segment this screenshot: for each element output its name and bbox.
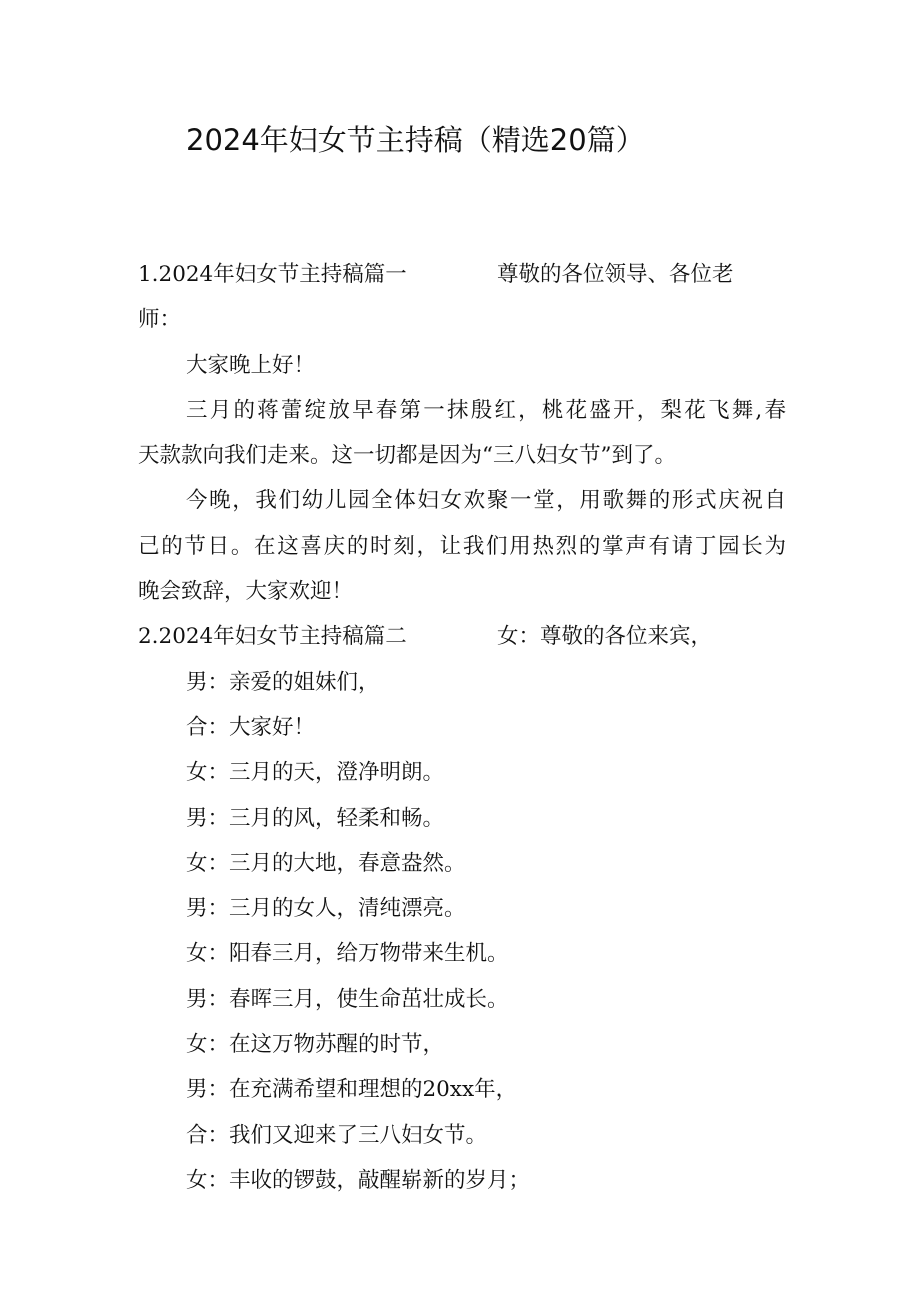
section-1-heading-wrap: 师： bbox=[138, 307, 182, 333]
paragraph-line: 晚会致辞，大家欢迎！ bbox=[138, 579, 354, 605]
document-body bbox=[138, 252, 786, 1203]
section-2-heading-text: 2.2024年妇女节主持稿篇二 bbox=[138, 624, 407, 650]
paragraph-line: 大家晚上好！ bbox=[186, 352, 316, 378]
dialogue-line: 男：三月的风，轻柔和畅。 bbox=[186, 805, 445, 831]
paragraph-line: 三月的蒋蕾绽放早春第一抹殷红，桃花盛开，梨花飞舞,春 bbox=[186, 397, 786, 423]
section-1-heading-after: 尊敬的各位领导、各位老 bbox=[497, 262, 734, 287]
dialogue-line: 女：在这万物苏醒的时节， bbox=[186, 1032, 445, 1058]
dialogue-line: 女：三月的大地，春意盎然。 bbox=[186, 850, 466, 876]
dialogue-line: 女：三月的天，澄净明朗。 bbox=[186, 760, 445, 786]
dialogue-line: 男：在充满希望和理想的20xx年， bbox=[186, 1077, 518, 1103]
section-1-heading-text: 1.2024年妇女节主持稿篇一 bbox=[138, 262, 407, 287]
dialogue-line: 女：阳春三月，给万物带来生机。 bbox=[186, 941, 509, 967]
paragraph-line: 己的节日。在这喜庆的时刻，让我们用热烈的掌声有请丁园长为 bbox=[138, 533, 786, 559]
section-1-heading bbox=[138, 252, 786, 297]
dialogue-line: 男：春晖三月，使生命茁壮成长。 bbox=[186, 986, 509, 1012]
document-title: 2024年妇女节主持稿（精选20篇） bbox=[186, 123, 645, 157]
dialogue-line: 男：亲爱的姐妹们， bbox=[186, 669, 380, 695]
paragraph-line: 天款款向我们走来。这一切都是因为“三八妇女节”到了。 bbox=[138, 443, 676, 469]
dialogue-line: 男：三月的女人，清纯漂亮。 bbox=[186, 896, 466, 922]
section-2-heading-after: 女：尊敬的各位来宾， bbox=[497, 624, 713, 650]
dialogue-line: 女：丰收的锣鼓，敲醒崭新的岁月； bbox=[186, 1167, 531, 1193]
section-2-heading bbox=[138, 614, 786, 659]
dialogue-line: 合：我们又迎来了三八妇女节。 bbox=[186, 1122, 488, 1148]
dialogue-line: 合：大家好！ bbox=[186, 714, 316, 740]
paragraph-line: 今晚，我们幼儿园全体妇女欢聚一堂，用歌舞的形式庆祝自 bbox=[186, 488, 786, 514]
